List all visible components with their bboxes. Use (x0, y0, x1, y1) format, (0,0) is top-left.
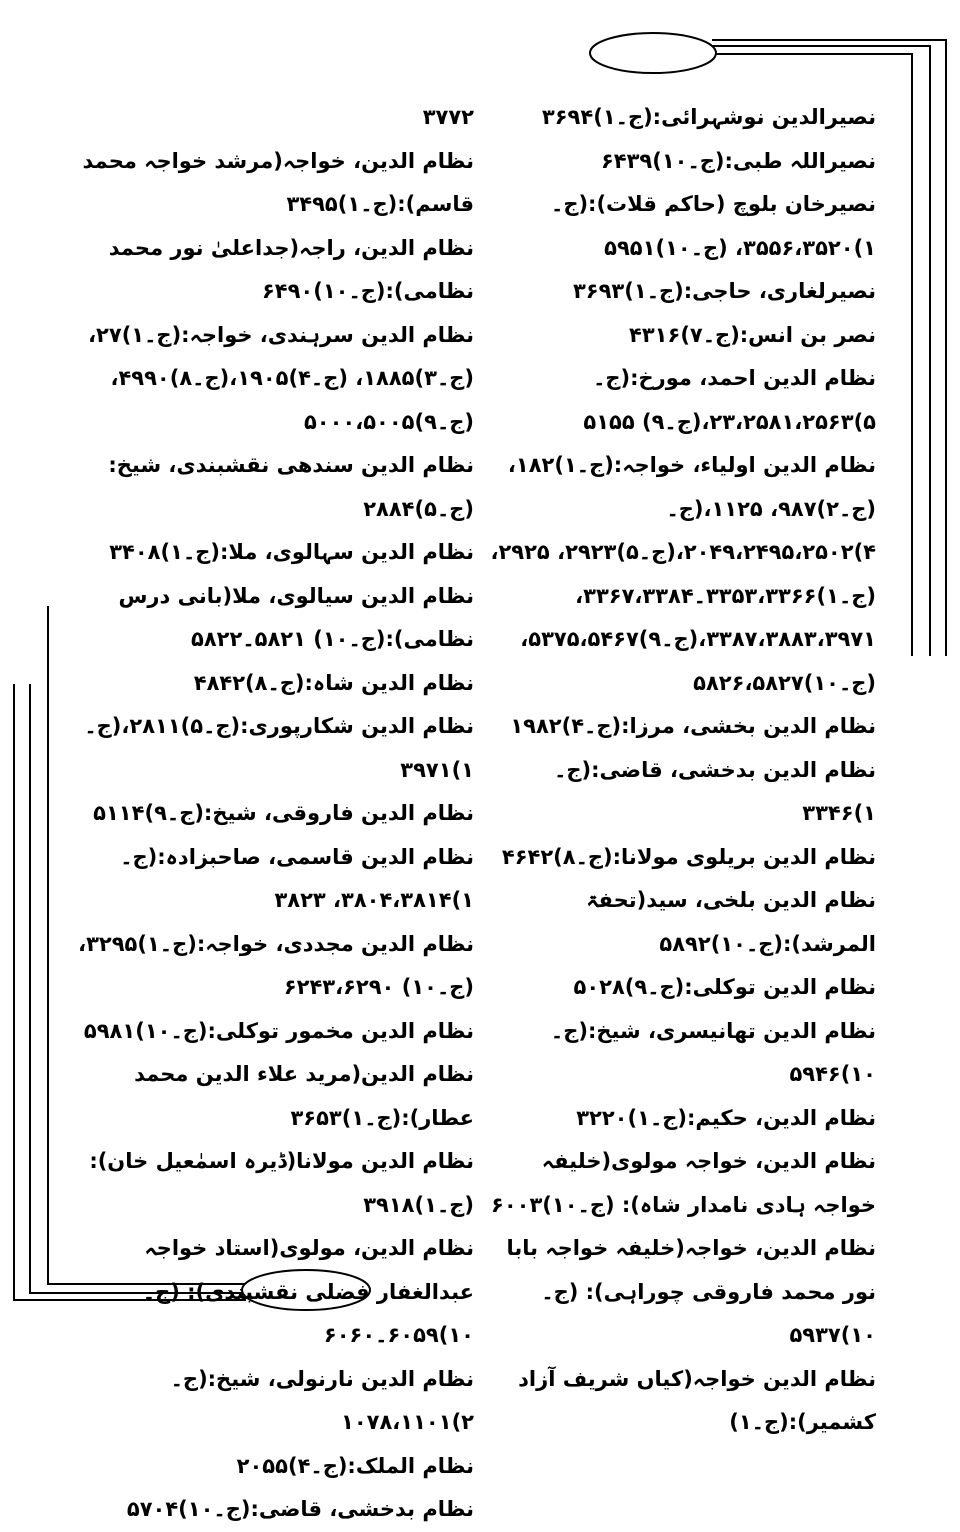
index-entry: نظام الدین احمد، مورخ:(ج۔۵)۲۳،۲۵۸۱،۲۵۶۳،(ج۔۹) ۵۱۵۵ (583, 366, 876, 434)
index-entry: نظام الدین، راجہ(جداعلیٰ نور محمد نظامی):(ج۔۱۰)۶۴۹۰ (108, 235, 474, 303)
index-entry: نظام الدین شاہ:(ج۔۸)۴۸۴۲ (193, 670, 474, 695)
index-entry: نظام الدین مخمور توکلی:(ج۔۱۰)۵۹۸۱ (83, 1018, 474, 1043)
index-entry: نظام الدین بخشی، مرزا:(ج۔۴)۱۹۸۲ (510, 714, 876, 738)
index-entry: نظام الملک:(ج۔۴)۲۰۵۵ (236, 1453, 474, 1478)
index-entry: نظام الدین اولیاء، خواجہ:(ج۔۱)۱۸۲،(ج۔۲)۹۸۷، ۱۱۲۵،(ج۔۴)۲۰۴۹،۲۴۹۵،۲۵۰۲،(ج۔۵)۲۹۲۳، ۲۹۲۵،(ج۔۱)۳۳۵۳،۳۳۶۶۔۳۳۶۷،۳۳۸۴، ۳۳۸۷،۳۸۸۳،۳۹۷۱،(ج۔۹)۵۳۷۵،۵۴۶۷، (ج۔۱۰)۵۸۲۶،۵۸۲۷ (490, 453, 876, 695)
index-entry: ۳۷۷۲ (422, 105, 474, 129)
index-entry: نظام الدین، خواجہ(خلیفہ خواجہ بابا نور محمد فاروقی چوراہی): (ج۔۱۰)۵۹۳۷ (506, 1236, 876, 1347)
index-entry: نصر بن انس:(ج۔۷)۴۳۱۶ (629, 322, 876, 347)
index-entry: نظام الدین، حکیم:(ج۔۱)۳۲۲۰ (576, 1105, 876, 1130)
index-entry: نظام الدین خواجہ(کیاں شریف آزاد کشمیر):(ج۔۱) (518, 1366, 876, 1434)
index-entry: نظام الدین فاروقی، شیخ:(ج۔۹)۵۱۱۴ (93, 801, 474, 825)
index-entry: نظام الدین نارنولی، شیخ:(ج۔۲)۱۰۷۸،۱۱۰۱ (170, 1366, 474, 1434)
index-entry: نظام بدخشی، قاضی:(ج۔۱۰)۵۷۰۴ (126, 1497, 474, 1521)
index-entry: نظام الدین قاسمی، صاحبزادہ:(ج۔۱)۳۸۰۴،۳۸۱۴، ۳۸۲۳ (120, 844, 474, 912)
index-entry: نظام الدین تھانیسری، شیخ:(ج۔۱۰)۵۹۴۶ (550, 1018, 876, 1086)
index-entry: نظام الدین، خواجہ مولوی(خلیفہ خواجہ ہادی نامدار شاہ): (ج۔۱۰)۶۰۰۳ (491, 1149, 876, 1217)
index-entry: نصیرلغاری، حاجی:(ج۔۱)۳۶۹۳ (572, 279, 876, 303)
index-entry: نظام الدین، مولوی(استاد خواجہ عبدالغفار فضلی نقشبندی): (ج۔۱۰)۶۰۵۹۔۶۰۶۰ (142, 1236, 474, 1347)
index-entry: نظام الدین توکلی:(ج۔۹)۵۰۲۸ (573, 975, 876, 999)
index-entry: نظام الدین سہالوی، ملا:(ج۔۱)۳۴۰۸ (109, 540, 474, 564)
index-entry: نصیراللہ طبی:(ج۔۱۰)۶۴۳۹ (600, 148, 876, 173)
index-entry: نظام الدین(مرید علاء الدین محمد عطار):(ج۔۱)۳۶۵۳ (134, 1062, 474, 1130)
top-ornament-oval (590, 33, 716, 73)
index-entry: نظام الدین سرہندی، خواجہ:(ج۔۱)۲۷،(ج۔۳)۱۸۸۵، (ج۔۴)۱۹۰۵،(ج۔۸)۴۹۹۰،(ج۔۹)۵۰۰۰،۵۰۰۵ (88, 322, 474, 434)
index-entry: نظام الدین سیالوی، ملا(بانی درس نظامی):(ج۔۱۰) ۵۸۲۱۔۵۸۲۲ (118, 583, 474, 651)
index-column-left (74, 96, 474, 1532)
index-entry: نظام الدین بدخشی، قاضی:(ج۔۱)۳۳۴۶ (554, 757, 876, 825)
index-entry: نظام الدین سندھی نقشبندی، شیخ:(ج۔۵)۲۸۸۴ (108, 453, 474, 521)
index-entry: نظام الدین بریلوی مولانا:(ج۔۸)۴۶۴۲ (501, 844, 876, 869)
index-entry: نظام الدین بلخی، سید(تحفۃ المرشد):(ج۔۱۰)۵۸۹۲ (586, 888, 876, 956)
index-entry: نظام الدین مولانا(ڈیرہ اسمٰعیل خان):(ج۔۱)۳۹۱۸ (89, 1149, 474, 1217)
index-column-right (488, 96, 876, 1445)
index-entry: نصیرخان بلوچ (حاکم قلات):(ج۔۱)۳۵۵۶،۳۵۲۰، (ج۔۱۰)۵۹۵۱ (551, 192, 876, 260)
index-entry: نظام الدین مجددی، خواجہ:(ج۔۱)۳۲۹۵،(ج۔۱۰) ۶۲۴۳،۶۲۹۰ (78, 931, 474, 999)
index-entry: نصیرالدین نوشہرائی:(ج۔۱)۳۶۹۴ (541, 105, 876, 129)
index-entry: نظام الدین، خواجہ(مرشد خواجہ محمد قاسم):(ج۔۱)۳۴۹۵ (82, 148, 474, 216)
index-entry: نظام الدین شکارپوری:(ج۔۵)۲۸۱۱،(ج۔۱)۳۹۷۱ (84, 714, 474, 782)
